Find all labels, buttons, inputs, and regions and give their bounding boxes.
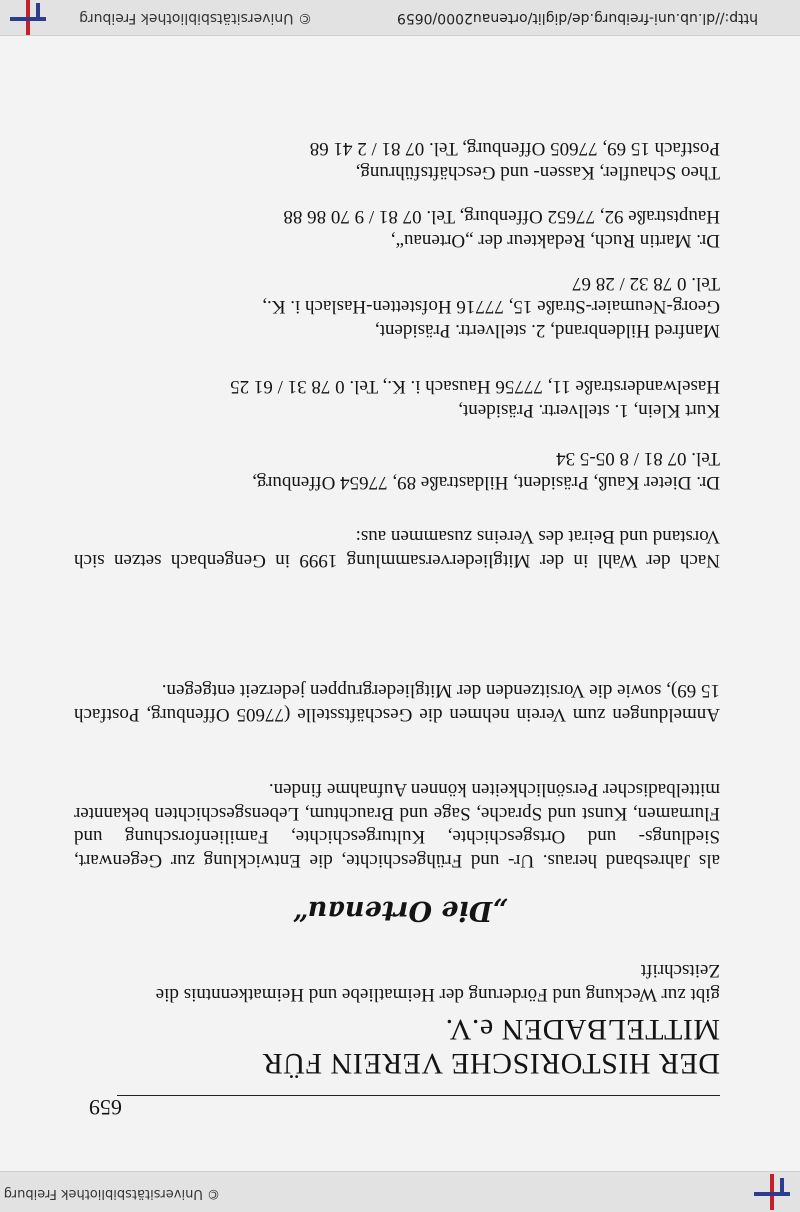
- board-member-line: Tel. 0 78 32 / 28 67: [571, 273, 720, 294]
- board-member-2: [74, 375, 720, 422]
- viewer-footer: [0, 0, 800, 36]
- board-member-4: [74, 205, 720, 252]
- board-member-line: Dr. Dieter Kauß, Präsident, Hildastraße 89, 77654 Offenburg,: [252, 472, 720, 493]
- board-member-line: Dr. Martin Ruch, Redakteur der „Ortenau“,: [390, 230, 720, 251]
- copyright-text: © Universitätsbibliothek Freiburg: [79, 10, 312, 26]
- board-member-line: Georg-Neumaier-Straße 15, 77716 Hofstetten-Haslach i. K.,: [262, 296, 720, 318]
- viewer-header: [0, 1171, 800, 1212]
- paragraph-board-intro: Nach der Wahl in der Mitgliederversammlung 1999 in Gengenbach setzen sich Vorstand und Beirat des Vereins zusammen aus:: [74, 526, 720, 571]
- paragraph-membership: Anmeldungen zum Verein nehmen die Geschäftsstelle (77605 Offenburg, Postfach 15 69), sowie die Vorsitzenden der Mitgliedergruppen jederzeit entgegen.: [74, 680, 720, 725]
- board-member-line: Kurt Klein, 1. stellvertr. Präsident,: [458, 400, 720, 421]
- board-member-line: Hauptstraße 92, 77652 Offenburg, Tel. 07 81 / 9 70 86 88: [283, 206, 720, 228]
- board-member-1: [74, 447, 720, 494]
- intro-text: gibt zur Weckung und Förderung der Heimatliebe und Heimatkenntnis die Zeitschrift: [155, 960, 720, 1005]
- board-member-5: [74, 137, 720, 184]
- board-member-line: Theo Schaufler, Kassen- und Geschäftsführung,: [355, 162, 720, 183]
- ub-freiburg-logo-icon: [8, 0, 48, 35]
- paragraph-journal: als Jahresband heraus. Ur- und Frühgeschichte, die Entwicklung zur Gegenwart, Siedlungs- und Ortsgeschichte, Kulturgeschichte, Familienforschung und Flurnamen, Kunst und Sprache, Sage und Brauchtum, Lebensgeschichten bekannter mittelbadischer Persönlichkeiten können Aufnahme finden.: [74, 779, 720, 871]
- bottom-copyright-text: © Universitätsbibliothek Freiburg: [3, 1186, 220, 1201]
- page-number: 659: [89, 1095, 122, 1120]
- board-member-line: Tel. 07 81 / 8 05-5 34: [556, 448, 720, 470]
- board-member-3: [74, 272, 720, 343]
- board-member-line: Haselwanderstraße 11, 77756 Hausach i. K., Tel. 0 78 31 / 61 25: [230, 376, 720, 398]
- ub-freiburg-logo-icon: [752, 1174, 792, 1210]
- board-member-line: Postfach 15 69, 77605 Offenburg, Tel. 07 81 / 2 41 68: [309, 138, 720, 160]
- header-rule: [117, 1095, 720, 1096]
- journal-title: „Die Ortenau“: [292, 895, 508, 926]
- board-member-line: Manfred Hildenbrand, 2. stellvertr. Präsident,: [374, 320, 720, 341]
- page-title: DER HISTORISCHE VEREIN FÜR MITTELBADEN e.V.: [262, 1013, 720, 1080]
- permalink-url[interactable]: http://dl.ub.uni-freiburg.de/diglit/ortenau2000/0659: [396, 10, 758, 26]
